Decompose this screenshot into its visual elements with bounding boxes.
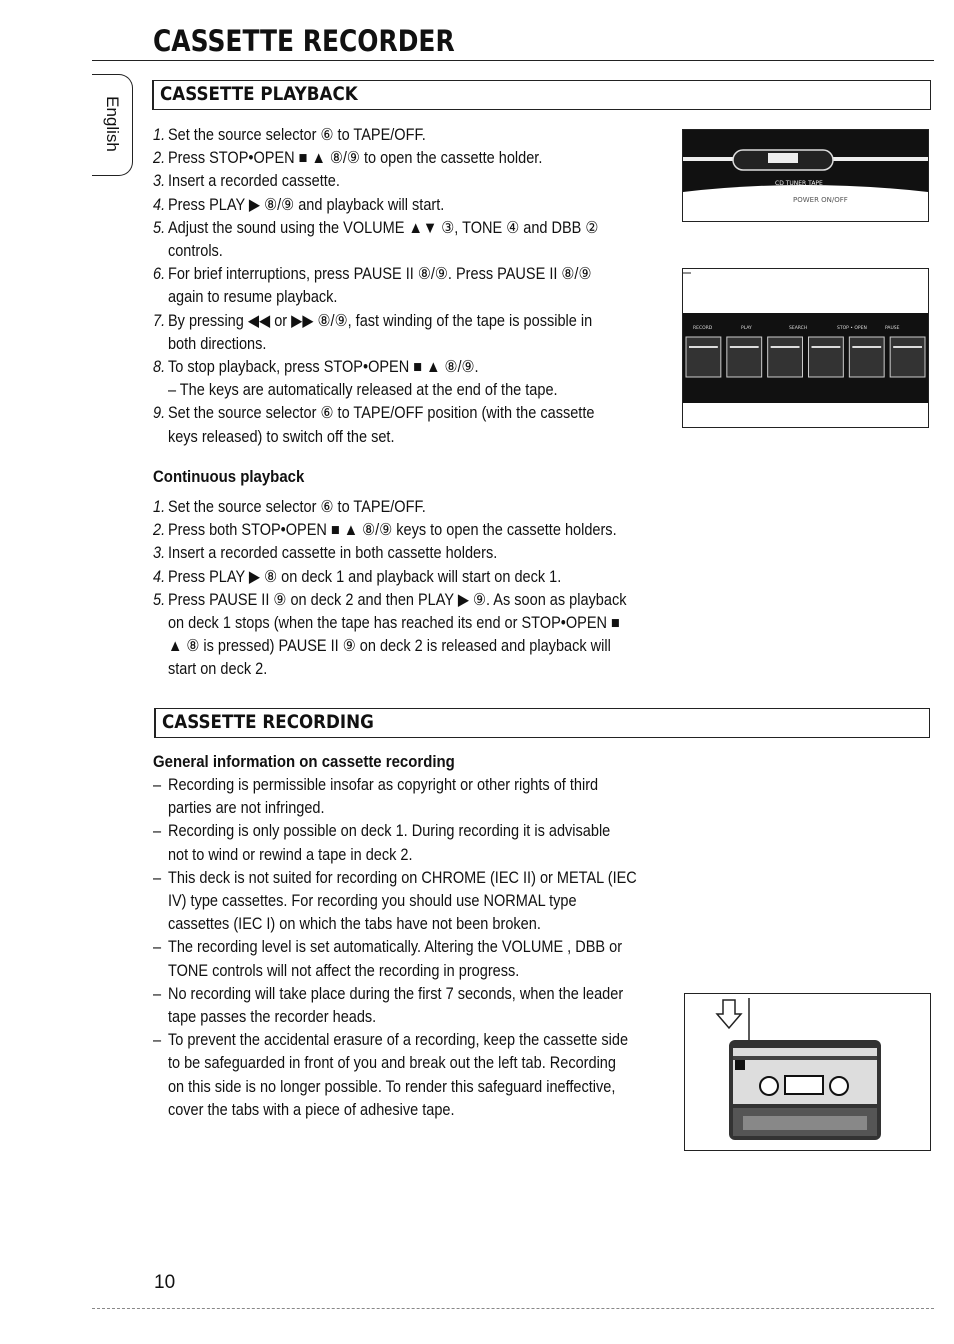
list-item xyxy=(153,402,598,448)
continuous-steps xyxy=(153,496,626,682)
step-text: again to resume playback. xyxy=(167,288,338,307)
step-text: Press STOP•OPEN ■ ▲ ⑧/⑨ to open the cassette holder. xyxy=(167,149,543,168)
cassette-tab-illustration xyxy=(685,994,930,1150)
playback-steps xyxy=(153,124,598,449)
step-number: 8. xyxy=(153,358,166,377)
item-text: Recording is permissible insofar as copyright or other rights of third xyxy=(167,776,599,794)
cassette-key xyxy=(890,337,925,377)
dash-bullet: – xyxy=(153,938,162,957)
step-text: ▲ ⑧ is pressed) PAUSE II ⑨ on deck 2 is released and playback will xyxy=(167,637,611,656)
key-label: STOP • OPEN xyxy=(837,326,867,331)
step-number: 2. xyxy=(153,149,166,168)
step-number: 9. xyxy=(153,404,166,423)
item-text: on this side is no longer possible. To render this safeguard ineffective, xyxy=(167,1077,616,1096)
step-number: 1. xyxy=(153,126,166,144)
continuous-playback-heading: Continuous playback xyxy=(153,467,305,486)
list-item xyxy=(153,356,598,402)
cassette-key xyxy=(768,337,803,377)
step-number: 7. xyxy=(153,311,166,330)
dash-bullet: – xyxy=(153,1031,162,1050)
general-recording-heading: General information on cassette recording xyxy=(153,752,455,771)
step-number: 6. xyxy=(153,265,166,284)
step-text: Set the source selector ⑥ to TAPE/OFF position (with the cassette xyxy=(167,404,595,423)
cassette-key xyxy=(809,337,844,377)
step-text: start on deck 2. xyxy=(167,660,268,679)
key-label: PAUSE xyxy=(885,326,900,331)
list-item xyxy=(153,310,598,356)
item-text: not to wind or rewind a tape in deck 2. xyxy=(167,845,413,864)
item-text: to be safeguarded in front of you and break out the left tab. Recording xyxy=(167,1054,616,1073)
step-text: Insert a recorded cassette. xyxy=(167,172,340,191)
key-label: RECORD xyxy=(693,326,713,331)
list-item xyxy=(153,820,637,866)
selector-labels: CD TUNER TAPE xyxy=(775,180,823,187)
page-title: CASSETTE RECORDER xyxy=(153,24,455,58)
step-text: Press PLAY ▶ ⑧/⑨ and playback will start. xyxy=(167,195,445,214)
step-text: both directions. xyxy=(167,334,267,353)
cassette-key xyxy=(727,337,762,377)
list-item xyxy=(153,1029,637,1122)
step-text: To stop playback, press STOP•OPEN ■ ▲ ⑧/⑨. xyxy=(167,358,479,377)
item-text: Recording is only possible on deck 1. During recording it is advisable xyxy=(167,822,611,841)
item-text: tape passes the recorder heads. xyxy=(167,1008,377,1027)
item-text: TONE controls will not affect the recording in progress. xyxy=(167,961,520,980)
list-item xyxy=(153,519,626,542)
item-text: This deck is not suited for recording on CHROME (IEC II) or METAL (IEC xyxy=(167,868,637,887)
list-item xyxy=(153,774,637,820)
list-item xyxy=(153,124,598,147)
figure-cassette-keys xyxy=(682,268,929,428)
step-number: 5. xyxy=(153,590,166,609)
key-label: PLAY xyxy=(741,326,752,331)
step-number: 1. xyxy=(153,498,166,516)
item-text: To prevent the accidental erasure of a recording, keep the cassette side xyxy=(167,1031,629,1050)
list-item xyxy=(153,496,626,519)
dash-bullet: – xyxy=(153,822,162,841)
footer-rule xyxy=(92,1308,934,1309)
dash-bullet: – xyxy=(153,868,162,887)
item-text: cover the tabs with a piece of adhesive tape. xyxy=(167,1100,455,1119)
title-rule xyxy=(92,60,934,61)
step-text: controls. xyxy=(167,242,223,261)
step-number: 4. xyxy=(153,567,166,586)
list-item xyxy=(153,983,637,1029)
source-selector-illustration xyxy=(683,130,928,221)
dash-bullet: – xyxy=(153,984,162,1003)
cassette-keys-illustration xyxy=(683,269,928,427)
recording-info-list xyxy=(153,774,637,1122)
item-text: No recording will take place during the first 7 seconds, when the leader xyxy=(167,984,624,1003)
step-number: 3. xyxy=(153,544,166,563)
dash-bullet: – xyxy=(153,776,162,794)
cassette-key xyxy=(686,337,721,377)
list-item xyxy=(153,867,637,937)
step-text: By pressing ◀◀ or ▶▶ ⑧/⑨, fast winding of the tape is possible in xyxy=(167,311,593,330)
step-text: Press PAUSE II ⑨ on deck 2 and then PLAY ▶ ⑨. As soon as playback xyxy=(167,590,627,609)
section-header-recording xyxy=(154,708,930,738)
list-item xyxy=(153,589,626,682)
figure-cassette-tab xyxy=(684,993,931,1151)
item-text: The recording level is set automatically. Altering the VOLUME , DBB or xyxy=(167,938,623,957)
list-item xyxy=(153,542,626,565)
step-text: Adjust the sound using the VOLUME ▲▼ ③, TONE ④ and DBB ② xyxy=(167,218,599,237)
step-text: For brief interruptions, press PAUSE II ⑧/⑨. Press PAUSE II ⑧/⑨ xyxy=(167,265,592,284)
page-number: 10 xyxy=(154,1272,176,1293)
down-arrow-icon xyxy=(717,1000,741,1028)
step-text: Press both STOP•OPEN ■ ▲ ⑧/⑨ keys to open the cassette holders. xyxy=(167,521,617,540)
step-text: keys released) to switch off the set. xyxy=(167,427,395,446)
list-item xyxy=(153,263,598,309)
section-header-playback xyxy=(152,80,931,110)
list-item xyxy=(153,194,598,217)
step-number: 3. xyxy=(153,172,166,191)
key-label: SEARCH xyxy=(789,326,808,331)
item-text: parties are not infringed. xyxy=(167,799,325,818)
step-number: 4. xyxy=(153,195,166,214)
step-text: Insert a recorded cassette in both cassette holders. xyxy=(167,544,498,563)
list-item xyxy=(153,566,626,589)
step-text: on deck 1 stops (when the tape has reached its end or STOP•OPEN ■ xyxy=(167,614,620,633)
item-text: cassettes (IEC I) on which the tabs have not been broken. xyxy=(167,915,541,934)
step-number: 5. xyxy=(153,218,166,237)
step-text: Press PLAY ▶ ⑧ on deck 1 and playback will start on deck 1. xyxy=(167,567,562,586)
section-title-playback: CASSETTE PLAYBACK xyxy=(160,83,358,105)
language-tab-label: English xyxy=(103,96,123,152)
step-number: 2. xyxy=(153,521,166,540)
section-title-recording: CASSETTE RECORDING xyxy=(162,711,374,733)
step-text: Set the source selector ⑥ to TAPE/OFF. xyxy=(167,126,426,144)
step-text: – The keys are automatically released at the end of the tape. xyxy=(167,381,558,400)
list-item xyxy=(153,147,598,170)
list-item xyxy=(153,170,598,193)
power-label: POWER ON/OFF xyxy=(793,196,848,204)
figure-source-selector xyxy=(682,129,929,222)
item-text: IV) type cassettes. For recording you should use NORMAL type xyxy=(167,892,577,911)
list-item xyxy=(153,936,637,982)
list-item xyxy=(153,217,598,263)
step-text: Set the source selector ⑥ to TAPE/OFF. xyxy=(167,498,426,516)
cassette-key xyxy=(849,337,884,377)
